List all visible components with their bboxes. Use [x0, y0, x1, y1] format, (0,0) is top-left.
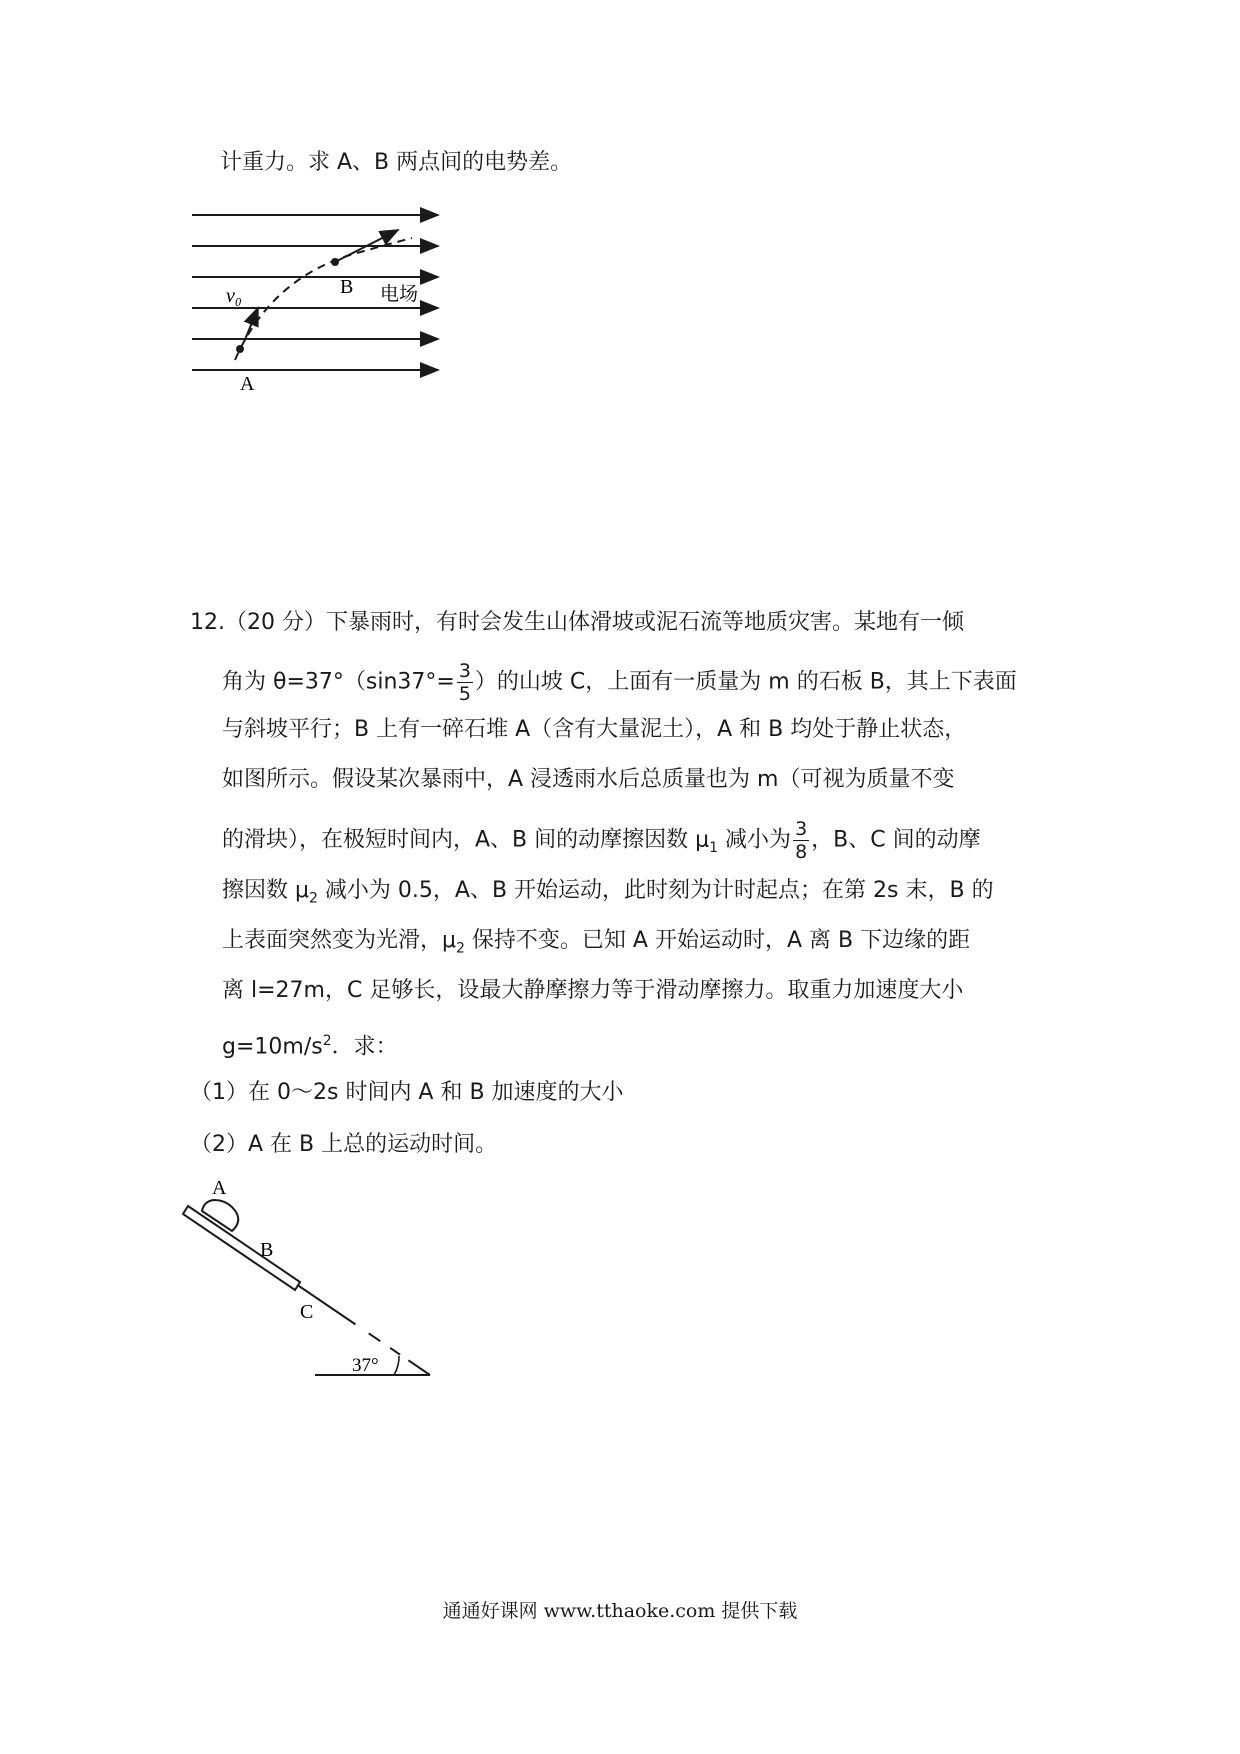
q12-line-3: 与斜坡平行；B 上有一碎石堆 A（含有大量泥土），A 和 B 均处于静止状态，	[222, 717, 967, 742]
label-a: A	[212, 1177, 227, 1199]
q12-line-6: 擦因数 $\mu_2$ 减小为 0.5，A、B 开始运动，此时刻为计时起点；在第 2s 末，B 的	[222, 878, 994, 907]
point-a	[236, 345, 244, 353]
fraction-3-5: $\frac{3}{5}$	[458, 660, 471, 705]
q12-sub-question-2: （2）A 在 B 上总的运动时间。	[190, 1132, 498, 1157]
label-b: B	[260, 1239, 274, 1261]
q12-line-2: 角为 θ=37°（sin37°= $\frac{3}{5}$ ）的山坡 C，上面有一质量为 m 的石板 B，其上下表面	[222, 660, 1017, 705]
label-c: C	[300, 1301, 314, 1323]
page-footer: 通通好课网 www.tthaoke.com 提供下载	[442, 1600, 798, 1622]
q12-line-5: 的滑块），在极短时间内，A、B 间的动摩擦因数 $\mu_1$ 减小为 $\frac{3}{8}$ ，B、C 间的动摩	[222, 818, 981, 863]
q12-line-9: $g=10m/s^2$．求：	[222, 1033, 398, 1060]
label-field: 电场	[380, 284, 419, 305]
label-angle: 37°	[352, 1355, 379, 1376]
q12-line-1: 12.（20 分）下暴雨时，有时会发生山体滑坡或泥石流等地质灾害。某地有一倾	[190, 610, 964, 635]
point-b	[331, 258, 339, 266]
angle-arc	[394, 1356, 399, 1375]
label-b: B	[340, 276, 354, 298]
q12-line-8: 离 l=27m，C 足够长，设最大静摩擦力等于滑动摩擦力。取重力加速度大小	[222, 978, 964, 1003]
label-a: A	[240, 373, 255, 390]
v0-vector	[244, 308, 258, 342]
q11-tail-text: 计重力。求 A、B 两点间的电势差。	[220, 150, 573, 175]
q12-sub-question-1: （1）在 0～2s 时间内 A 和 B 加速度的大小	[190, 1080, 624, 1105]
q12-line-7: 上表面突然变为光滑，$\mu_2$ 保持不变。已知 A 开始运动时，A 离 B 下边缘的距	[222, 928, 971, 957]
electric-field-figure	[180, 200, 460, 390]
q12-line-4: 如图所示。假设某次暴雨中，A 浸透雨水后总质量也为 m（可视为质量不变	[222, 767, 955, 792]
fraction-3-8: $\frac{3}{8}$	[795, 818, 808, 863]
label-v0: v₀	[226, 285, 242, 307]
slope-figure	[180, 1170, 450, 1390]
plate-b	[183, 1206, 300, 1290]
